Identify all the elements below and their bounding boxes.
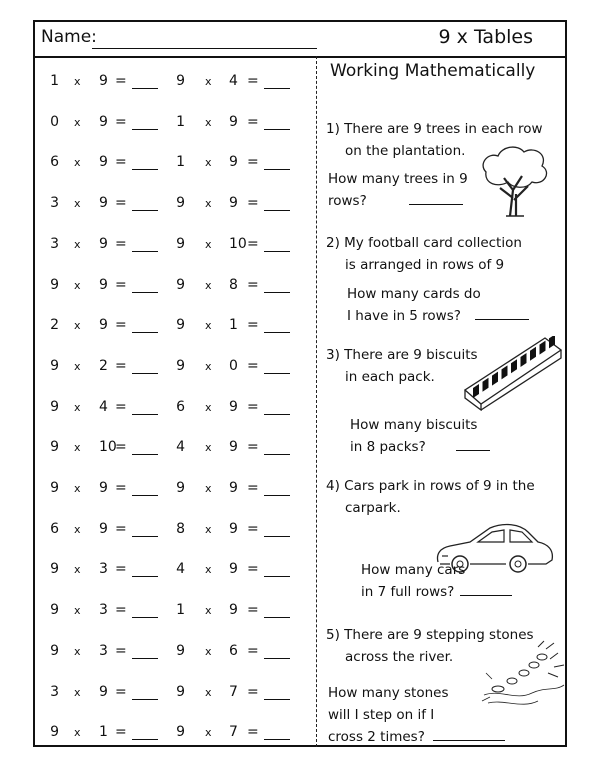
working-mathematically-panel xyxy=(318,56,567,747)
right-factor-b: 9 xyxy=(229,520,238,537)
left-factor-b: 9 xyxy=(99,235,108,252)
right-times-symbol: x xyxy=(205,522,212,536)
right-times-symbol: x xyxy=(205,482,212,495)
table-row xyxy=(35,148,316,178)
right-times-symbol: x xyxy=(205,685,212,699)
left-factor-a: 9 xyxy=(50,602,59,619)
right-factor-b: 7 xyxy=(229,724,238,741)
page-title: 9 x Tables xyxy=(438,26,533,48)
left-factor-a: 3 xyxy=(50,683,59,700)
right-factor-b: 7 xyxy=(229,683,238,700)
right-factor-a: 4 xyxy=(176,439,185,456)
left-factor-b: 3 xyxy=(99,602,108,619)
right-times-symbol: x xyxy=(205,604,212,618)
q4-answer-line[interactable] xyxy=(460,581,512,596)
right-factor-b: 9 xyxy=(229,154,238,171)
table-row xyxy=(35,108,316,138)
left-answer-blank[interactable] xyxy=(132,169,158,170)
left-equals-symbol: = xyxy=(115,317,127,334)
left-times-symbol: x xyxy=(74,156,81,170)
q2-line-4: I have in 5 rows? xyxy=(347,308,461,324)
q1-line-4: rows? xyxy=(328,193,367,209)
header xyxy=(35,22,565,58)
question-3-text xyxy=(326,344,478,388)
right-factor-b: 8 xyxy=(229,276,238,293)
right-times-symbol: x xyxy=(205,644,212,658)
right-times-symbol: x xyxy=(205,400,212,414)
left-factor-a: 9 xyxy=(50,398,59,415)
left-factor-b: 3 xyxy=(99,642,108,659)
right-answer-blank[interactable] xyxy=(264,454,290,455)
left-times-symbol: x xyxy=(74,319,81,333)
left-factor-a: 6 xyxy=(50,154,59,171)
right-times-symbol: x xyxy=(205,278,212,292)
right-equals-symbol: = xyxy=(247,724,259,741)
table-row xyxy=(35,67,316,97)
left-factor-b: 9 xyxy=(99,317,108,334)
left-times-symbol: x xyxy=(74,115,81,129)
left-times-symbol: x xyxy=(74,563,81,577)
left-answer-blank[interactable] xyxy=(132,576,158,577)
right-answer-blank[interactable] xyxy=(264,251,290,252)
left-answer-blank[interactable] xyxy=(132,251,158,252)
left-equals-symbol: = xyxy=(115,357,127,374)
right-times-symbol: x xyxy=(205,726,212,740)
right-factor-a: 9 xyxy=(176,73,185,89)
right-equals-symbol: = xyxy=(247,642,259,659)
right-factor-b: 9 xyxy=(229,602,238,619)
q3-line-3: How many biscuits xyxy=(350,417,478,433)
left-answer-blank[interactable] xyxy=(132,373,158,374)
q3-line-1: 3) There are 9 biscuits xyxy=(326,347,478,363)
right-equals-symbol: = xyxy=(247,276,259,293)
q5-line-5: cross 2 times? xyxy=(328,729,425,745)
left-equals-symbol: = xyxy=(115,154,127,171)
left-answer-blank[interactable] xyxy=(132,129,158,130)
left-equals-symbol: = xyxy=(115,195,127,212)
table-row xyxy=(35,718,316,748)
left-answer-blank[interactable] xyxy=(132,536,158,537)
left-answer-blank[interactable] xyxy=(132,292,158,293)
right-equals-symbol: = xyxy=(247,561,259,578)
left-times-symbol: x xyxy=(74,359,81,373)
left-times-symbol: x xyxy=(74,685,81,699)
left-equals-symbol: = xyxy=(115,439,127,456)
table-row xyxy=(35,637,316,667)
left-answer-blank[interactable] xyxy=(132,210,158,211)
right-factor-b: 4 xyxy=(229,73,238,89)
right-times-symbol: x xyxy=(205,156,212,170)
right-answer-blank[interactable] xyxy=(264,495,290,496)
q5-line-4: will I step on if I xyxy=(328,707,435,723)
q5-line-3: How many stones xyxy=(328,685,449,701)
right-factor-a: 9 xyxy=(176,724,185,741)
left-answer-blank[interactable] xyxy=(132,454,158,455)
right-equals-symbol: = xyxy=(247,73,259,89)
right-factor-b: 9 xyxy=(229,113,238,130)
q3-line-4: in 8 packs? xyxy=(350,439,426,455)
right-factor-b: 9 xyxy=(229,398,238,415)
right-answer-blank[interactable] xyxy=(264,332,290,333)
left-factor-b: 1 xyxy=(99,724,108,741)
left-equals-symbol: = xyxy=(115,398,127,415)
right-equals-symbol: = xyxy=(247,398,259,415)
left-equals-symbol: = xyxy=(115,642,127,659)
left-times-symbol: x xyxy=(74,278,81,292)
left-times-symbol: x xyxy=(74,522,81,536)
right-factor-a: 9 xyxy=(176,683,185,700)
left-factor-b: 3 xyxy=(99,561,108,578)
right-factor-a: 9 xyxy=(176,235,185,252)
left-factor-a: 9 xyxy=(50,357,59,374)
right-answer-blank[interactable] xyxy=(264,658,290,659)
table-row xyxy=(35,678,316,708)
right-times-symbol: x xyxy=(205,237,212,251)
left-factor-b: 9 xyxy=(99,276,108,293)
left-equals-symbol: = xyxy=(115,561,127,578)
left-equals-symbol: = xyxy=(115,276,127,293)
q1-line-3: How many trees in 9 xyxy=(328,171,468,187)
left-answer-blank[interactable] xyxy=(132,658,158,659)
left-factor-a: 0 xyxy=(50,113,59,130)
right-factor-a: 1 xyxy=(176,602,185,619)
question-2-text xyxy=(326,232,522,276)
table-row xyxy=(35,352,316,382)
q4-line-3: How many cars xyxy=(361,562,466,578)
left-factor-a: 9 xyxy=(50,642,59,659)
left-equals-symbol: = xyxy=(115,480,127,496)
right-factor-b: 10 xyxy=(229,235,247,252)
q5-answer-line[interactable] xyxy=(433,726,505,741)
right-equals-symbol: = xyxy=(247,683,259,700)
right-factor-a: 9 xyxy=(176,642,185,659)
left-factor-b: 9 xyxy=(99,520,108,537)
tree-icon xyxy=(476,142,554,220)
left-factor-b: 9 xyxy=(99,113,108,130)
right-equals-symbol: = xyxy=(247,602,259,619)
left-factor-a: 9 xyxy=(50,276,59,293)
left-answer-blank[interactable] xyxy=(132,495,158,496)
left-times-symbol: x xyxy=(74,400,81,414)
biscuit-pack-icon xyxy=(461,336,563,411)
right-answer-blank[interactable] xyxy=(264,169,290,170)
left-equals-symbol: = xyxy=(115,113,127,130)
table-row xyxy=(35,555,316,585)
question-1-ask xyxy=(328,168,468,212)
right-factor-b: 6 xyxy=(229,642,238,659)
left-factor-a: 9 xyxy=(50,724,59,741)
q1-answer-line[interactable] xyxy=(409,190,463,205)
left-factor-b: 9 xyxy=(99,195,108,212)
q1-line-1: 1) There are 9 trees in each row xyxy=(326,121,543,137)
left-factor-a: 9 xyxy=(50,561,59,578)
left-equals-symbol: = xyxy=(115,683,127,700)
right-answer-blank[interactable] xyxy=(264,373,290,374)
left-factor-a: 9 xyxy=(50,439,59,456)
left-equals-symbol: = xyxy=(115,602,127,619)
right-answer-blank[interactable] xyxy=(264,699,290,700)
q3-line-2: in each pack. xyxy=(345,369,435,385)
right-factor-a: 9 xyxy=(176,317,185,334)
right-equals-symbol: = xyxy=(247,480,259,496)
question-3-ask xyxy=(350,414,490,458)
right-times-symbol: x xyxy=(205,441,212,455)
question-2-ask xyxy=(347,283,529,327)
left-times-symbol: x xyxy=(74,197,81,211)
q4-line-2: carpark. xyxy=(345,500,401,516)
right-factor-b: 9 xyxy=(229,195,238,212)
name-field-line[interactable] xyxy=(92,48,317,49)
right-factor-a: 9 xyxy=(176,357,185,374)
left-factor-a: 6 xyxy=(50,520,59,537)
left-times-symbol: x xyxy=(74,441,81,455)
right-factor-a: 9 xyxy=(176,480,185,496)
q4-line-1: 4) Cars park in rows of 9 in the xyxy=(326,478,535,494)
left-answer-blank[interactable] xyxy=(132,739,158,740)
right-factor-b: 9 xyxy=(229,561,238,578)
table-row xyxy=(35,271,316,301)
section-title: Working Mathematically xyxy=(330,61,536,81)
right-answer-blank[interactable] xyxy=(264,210,290,211)
right-factor-b: 0 xyxy=(229,357,238,374)
right-answer-blank[interactable] xyxy=(264,129,290,130)
left-factor-a: 1 xyxy=(50,73,59,89)
right-factor-a: 9 xyxy=(176,276,185,293)
left-factor-b: 9 xyxy=(99,154,108,171)
right-factor-a: 1 xyxy=(176,154,185,171)
right-times-symbol: x xyxy=(205,115,212,129)
q2-line-2: is arranged in rows of 9 xyxy=(345,257,505,273)
right-answer-blank[interactable] xyxy=(264,576,290,577)
right-answer-blank[interactable] xyxy=(264,88,290,89)
left-factor-b: 10 xyxy=(99,439,117,456)
right-factor-a: 1 xyxy=(176,113,185,130)
left-times-symbol: x xyxy=(74,726,81,740)
left-factor-a: 2 xyxy=(50,317,59,334)
left-equals-symbol: = xyxy=(115,73,127,89)
right-answer-blank[interactable] xyxy=(264,617,290,618)
right-answer-blank[interactable] xyxy=(264,739,290,740)
right-factor-a: 9 xyxy=(176,195,185,212)
question-4-text xyxy=(326,475,535,519)
left-times-symbol: x xyxy=(74,644,81,658)
q1-line-2: on the plantation. xyxy=(345,143,466,159)
q3-answer-line[interactable] xyxy=(456,436,490,451)
right-equals-symbol: = xyxy=(247,154,259,171)
question-4-ask xyxy=(361,559,512,603)
right-equals-symbol: = xyxy=(247,439,259,456)
right-equals-symbol: = xyxy=(247,195,259,212)
left-equals-symbol: = xyxy=(115,520,127,537)
table-row xyxy=(35,230,316,260)
left-times-symbol: x xyxy=(74,75,81,88)
right-answer-blank[interactable] xyxy=(264,414,290,415)
left-factor-b: 9 xyxy=(99,480,108,496)
right-equals-symbol: = xyxy=(247,520,259,537)
left-equals-symbol: = xyxy=(115,235,127,252)
q5-line-2: across the river. xyxy=(345,649,454,665)
left-answer-blank[interactable] xyxy=(132,88,158,89)
name-label: Name: xyxy=(41,27,97,47)
q2-line-1: 2) My football card collection xyxy=(326,235,522,251)
worksheet xyxy=(33,20,567,747)
left-factor-a: 3 xyxy=(50,235,59,252)
times-table-grid xyxy=(35,56,316,747)
q2-line-3: How many cards do xyxy=(347,286,481,302)
q4-line-4: in 7 full rows? xyxy=(361,584,455,600)
left-times-symbol: x xyxy=(74,237,81,251)
left-answer-blank[interactable] xyxy=(132,414,158,415)
right-times-symbol: x xyxy=(205,197,212,211)
right-times-symbol: x xyxy=(205,563,212,577)
right-factor-a: 8 xyxy=(176,520,185,537)
left-times-symbol: x xyxy=(74,482,81,495)
right-factor-a: 4 xyxy=(176,561,185,578)
left-factor-a: 3 xyxy=(50,195,59,212)
left-times-symbol: x xyxy=(74,604,81,618)
table-row xyxy=(35,433,316,463)
table-row xyxy=(35,311,316,341)
right-factor-b: 1 xyxy=(229,317,238,334)
left-factor-b: 9 xyxy=(99,683,108,700)
right-factor-b: 9 xyxy=(229,480,238,496)
question-5-ask xyxy=(328,682,505,748)
column-divider xyxy=(316,56,317,747)
right-answer-blank[interactable] xyxy=(264,292,290,293)
q2-answer-line[interactable] xyxy=(475,305,529,320)
right-equals-symbol: = xyxy=(247,317,259,334)
right-answer-blank[interactable] xyxy=(264,536,290,537)
right-factor-a: 6 xyxy=(176,398,185,415)
left-answer-blank[interactable] xyxy=(132,332,158,333)
right-times-symbol: x xyxy=(205,75,212,88)
left-equals-symbol: = xyxy=(115,724,127,741)
right-times-symbol: x xyxy=(205,319,212,333)
right-times-symbol: x xyxy=(205,359,212,373)
table-row xyxy=(35,474,316,504)
table-row xyxy=(35,393,316,423)
left-answer-blank[interactable] xyxy=(132,617,158,618)
q5-line-1: 5) There are 9 stepping stones xyxy=(326,627,534,643)
table-row xyxy=(35,596,316,626)
left-factor-a: 9 xyxy=(50,480,59,496)
right-factor-b: 9 xyxy=(229,439,238,456)
left-factor-b: 2 xyxy=(99,357,108,374)
right-equals-symbol: = xyxy=(247,357,259,374)
left-answer-blank[interactable] xyxy=(132,699,158,700)
right-equals-symbol: = xyxy=(247,113,259,130)
left-factor-b: 4 xyxy=(99,398,108,415)
table-row xyxy=(35,189,316,219)
table-row xyxy=(35,515,316,545)
left-factor-b: 9 xyxy=(99,73,108,89)
right-equals-symbol: = xyxy=(247,235,259,252)
